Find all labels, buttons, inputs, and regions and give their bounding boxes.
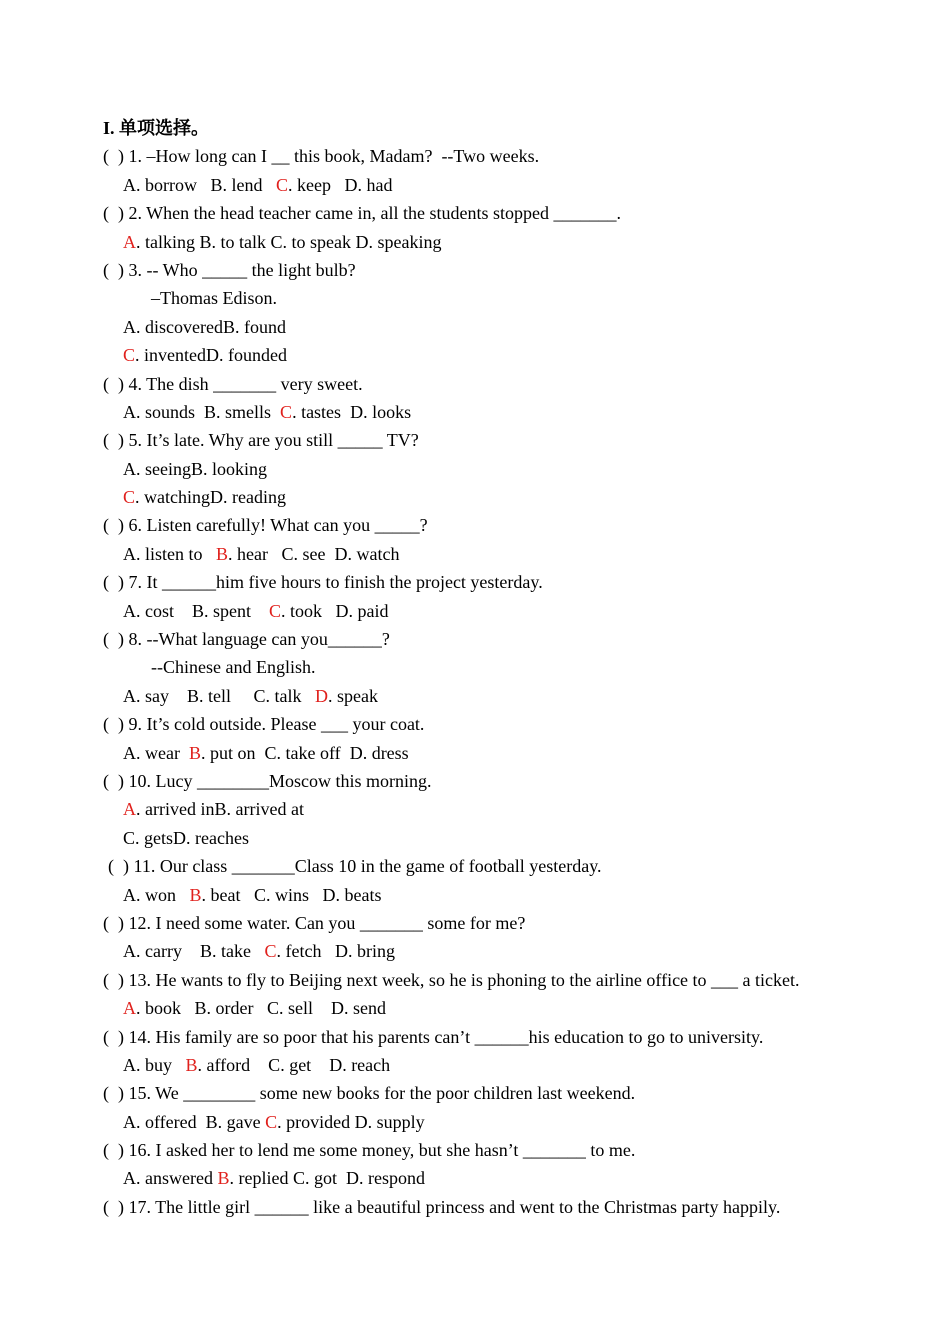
q9-option-d-letter: D xyxy=(349,742,363,763)
question-8-stem: ( ) 8. --What language can you______? xyxy=(103,629,390,650)
q2-option-c-letter: C xyxy=(270,231,283,252)
q2-option-a-letter: A xyxy=(123,231,136,252)
q15-option-d-letter: D xyxy=(354,1111,368,1132)
question-5-options-row-1 xyxy=(103,455,883,483)
q7-option-c-letter: C xyxy=(269,600,282,621)
q7-option-d-letter: D xyxy=(335,600,349,621)
q11-option-c-letter: C xyxy=(254,884,267,905)
question-14-options xyxy=(103,1051,883,1079)
q6-option-d-letter: D xyxy=(334,543,348,564)
q14-option-d-letter: D xyxy=(329,1054,343,1075)
q8-option-b-letter: B xyxy=(187,685,200,706)
q8-option-a-letter: A xyxy=(123,685,136,706)
q13-option-b: . order xyxy=(206,998,254,1019)
q1-option-d: . had xyxy=(357,174,393,195)
q11-option-a: . won xyxy=(136,884,176,905)
q7-option-a: . cost xyxy=(136,600,174,621)
question-1-options xyxy=(103,171,883,199)
q3-option-c: . invented xyxy=(135,345,206,366)
q1-option-d-letter: D xyxy=(344,174,358,195)
q11-option-b: . beat xyxy=(201,884,241,905)
q6-option-d: . watch xyxy=(347,543,400,564)
q10-option-b-letter: B xyxy=(214,799,227,820)
q4-option-d: . looks xyxy=(363,401,412,422)
q13-option-c-letter: C xyxy=(267,998,280,1019)
question-9-options xyxy=(103,739,883,767)
q8-option-c-letter: C xyxy=(253,685,266,706)
q4-option-a-letter: A xyxy=(123,401,136,422)
question-8-reply: --Chinese and English. xyxy=(151,657,316,678)
question-15-stem: ( ) 15. We ________ some new books for the poor children last weekend. xyxy=(103,1083,636,1104)
q2-option-d: . speaking xyxy=(368,231,442,252)
question-15-options xyxy=(103,1108,883,1136)
question-11-stem: ( ) 11. Our class _______Class 10 in the game of football yesterday. xyxy=(108,856,602,877)
question-3-stem: ( ) 3. -- Who _____ the light bulb? xyxy=(103,259,356,280)
q4-option-d-letter: D xyxy=(350,401,364,422)
q3-option-b: . found xyxy=(234,316,286,337)
question-1-stem: ( ) 1. –How long can I __ this book, Madam? --Two weeks. xyxy=(103,146,540,167)
q5-option-a-wrap xyxy=(123,459,191,479)
q11-option-b-letter: B xyxy=(189,884,202,905)
q14-option-a-letter: A xyxy=(123,1054,136,1075)
q5-option-d: . reading xyxy=(223,487,286,508)
q1-option-b-letter: B xyxy=(210,174,223,195)
q3-option-c-wrap xyxy=(123,345,206,365)
q3-option-b-letter: B xyxy=(222,316,235,337)
section-title: I. 单项选择。 xyxy=(103,118,210,138)
q16-option-c-letter: C xyxy=(292,1168,305,1189)
q16-option-b: . replied xyxy=(229,1168,289,1189)
q14-option-c-letter: C xyxy=(268,1054,281,1075)
q13-option-c: . sell xyxy=(279,998,314,1019)
question-6-options xyxy=(103,540,883,568)
q5-option-a-letter: A xyxy=(123,458,136,479)
question-3-options-row-1 xyxy=(103,313,883,341)
q3-option-a: . discovered xyxy=(136,316,223,337)
q6-option-b-letter: B xyxy=(216,543,229,564)
q6-option-a: . listen to xyxy=(136,543,203,564)
question-11-options xyxy=(103,881,883,909)
q8-option-c: . talk xyxy=(265,685,302,706)
q5-option-d-letter: D xyxy=(210,487,223,508)
q14-option-b-letter: B xyxy=(185,1054,198,1075)
question-12-stem: ( ) 12. I need some water. Can you _______ some for me? xyxy=(103,912,526,933)
q11-option-a-letter: A xyxy=(123,884,136,905)
q1-option-b: . lend xyxy=(222,174,263,195)
q9-option-b: . put on xyxy=(201,742,256,763)
q10-option-c-letter: C xyxy=(123,827,136,848)
question-7-stem: ( ) 7. It ______him five hours to finish the project yesterday. xyxy=(103,572,543,593)
q15-option-a: . offered xyxy=(136,1111,197,1132)
q15-option-b: . gave xyxy=(217,1111,261,1132)
q4-option-b-letter: B xyxy=(204,401,217,422)
q10-option-c-wrap xyxy=(123,828,173,848)
question-16-options xyxy=(103,1164,883,1192)
q6-option-a-letter: A xyxy=(123,543,136,564)
q15-option-b-letter: B xyxy=(205,1111,218,1132)
question-7-options xyxy=(103,597,883,625)
question-16-stem: ( ) 16. I asked her to lend me some money, but she hasn’t _______ to me. xyxy=(103,1140,636,1161)
q13-option-d-letter: D xyxy=(331,998,345,1019)
q6-option-b: . hear xyxy=(228,543,268,564)
q11-option-d-letter: D xyxy=(322,884,336,905)
q10-option-a-letter: A xyxy=(123,799,136,820)
q2-option-d-letter: D xyxy=(355,231,369,252)
q12-option-d: . bring xyxy=(347,941,395,962)
q12-option-b-letter: B xyxy=(199,941,212,962)
q6-option-c: . see xyxy=(293,543,326,564)
q12-option-c: . fetch xyxy=(276,941,322,962)
question-4-options xyxy=(103,398,883,426)
q15-option-a-letter: A xyxy=(123,1111,136,1132)
q3-option-a-letter: A xyxy=(123,316,136,337)
q3-option-d: . founded xyxy=(219,345,287,366)
q14-option-c: . get xyxy=(280,1054,312,1075)
q1-option-c-letter: C xyxy=(276,174,289,195)
q16-option-d-letter: D xyxy=(346,1168,359,1189)
question-10-options-row-2 xyxy=(103,824,883,852)
q12-option-a-letter: A xyxy=(123,941,136,962)
q11-option-d: . beats xyxy=(335,884,382,905)
q4-option-a: . sounds xyxy=(136,401,196,422)
q16-option-d: . respond xyxy=(359,1168,425,1189)
question-12-options xyxy=(103,937,883,965)
q8-option-d: . speak xyxy=(328,685,379,706)
question-5-stem: ( ) 5. It’s late. Why are you still _____ TV? xyxy=(103,430,419,451)
q9-option-b-letter: B xyxy=(188,742,201,763)
q9-option-a-letter: A xyxy=(123,742,136,763)
q6-option-c-letter: C xyxy=(281,543,294,564)
q5-option-c-wrap xyxy=(123,487,210,507)
q7-option-d: . paid xyxy=(348,600,389,621)
q14-option-d: . reach xyxy=(342,1054,391,1075)
q13-option-a-letter: A xyxy=(123,998,136,1019)
question-13-stem: ( ) 13. He wants to fly to Beijing next week, so he is phoning to the airline office to ___ a ticket. xyxy=(103,969,800,990)
question-13-options xyxy=(103,994,883,1022)
q15-option-c-letter: C xyxy=(265,1111,278,1132)
q12-option-a: . carry xyxy=(136,941,182,962)
exercise-page xyxy=(103,114,883,1221)
q13-option-b-letter: B xyxy=(194,998,207,1019)
question-3-reply: –Thomas Edison. xyxy=(151,288,277,309)
q2-option-b-letter: B xyxy=(199,231,212,252)
question-5-options-row-2 xyxy=(103,483,883,511)
q16-option-b-letter: B xyxy=(217,1168,230,1189)
question-4-stem: ( ) 4. The dish _______ very sweet. xyxy=(103,373,363,394)
q7-option-b: . spent xyxy=(204,600,252,621)
q12-option-b: . take xyxy=(211,941,251,962)
q8-option-b: . tell xyxy=(199,685,232,706)
q9-option-c: . take off xyxy=(276,742,341,763)
q2-option-c: . to speak xyxy=(282,231,352,252)
q16-option-c: . got xyxy=(304,1168,337,1189)
q14-option-a: . buy xyxy=(136,1054,172,1075)
question-17-stem: ( ) 17. The little girl ______ like a beautiful princess and went to the Christmas party happily. xyxy=(103,1196,781,1217)
question-14-stem: ( ) 14. His family are so poor that his parents can’t ______his education to go to university. xyxy=(103,1026,764,1047)
q3-option-a-wrap xyxy=(123,317,223,337)
q5-option-c-letter: C xyxy=(123,487,136,508)
question-6-stem: ( ) 6. Listen carefully! What can you _____? xyxy=(103,515,428,536)
q14-option-b: . afford xyxy=(197,1054,251,1075)
q1-option-c: . keep xyxy=(288,174,332,195)
question-3-options-row-2 xyxy=(103,341,883,369)
q10-option-a-wrap xyxy=(123,799,214,819)
q7-option-c: . took xyxy=(281,600,323,621)
q11-option-c: . wins xyxy=(266,884,310,905)
q4-option-b: . smells xyxy=(216,401,272,422)
q2-option-a: . talking xyxy=(136,231,195,252)
q15-option-d: . supply xyxy=(367,1111,425,1132)
q1-option-a: . borrow xyxy=(136,174,197,195)
q5-option-a: . seeing xyxy=(136,458,191,479)
question-10-stem: ( ) 10. Lucy ________Moscow this morning. xyxy=(103,770,432,791)
question-8-options xyxy=(103,682,883,710)
q10-option-d: . reaches xyxy=(186,827,249,848)
q4-option-c: . tastes xyxy=(292,401,342,422)
q15-option-c: . provided xyxy=(277,1111,351,1132)
q12-option-c-letter: C xyxy=(264,941,277,962)
q5-option-b-letter: B xyxy=(190,458,203,479)
question-2-stem: ( ) 2. When the head teacher came in, all the students stopped _______. xyxy=(103,203,622,224)
question-9-stem: ( ) 9. It’s cold outside. Please ___ your coat. xyxy=(103,714,425,735)
q5-option-c: . watching xyxy=(135,487,210,508)
q13-option-d: . send xyxy=(344,998,387,1019)
q8-option-d-letter: D xyxy=(315,685,329,706)
q7-option-a-letter: A xyxy=(123,600,136,621)
q10-option-d-letter: D xyxy=(173,827,187,848)
q8-option-a: . say xyxy=(136,685,169,706)
q16-option-a-letter: A xyxy=(123,1168,136,1189)
q9-option-c-letter: C xyxy=(264,742,277,763)
q3-option-c-letter: C xyxy=(123,345,136,366)
q13-option-a: . book xyxy=(136,998,181,1019)
q1-option-a-letter: A xyxy=(123,174,136,195)
q7-option-b-letter: B xyxy=(192,600,205,621)
q5-option-b: . looking xyxy=(203,458,268,479)
q3-option-d-letter: D xyxy=(206,345,219,366)
q9-option-a: . wear xyxy=(136,742,180,763)
question-10-options-row-1 xyxy=(103,795,883,823)
q4-option-c-letter: C xyxy=(280,401,293,422)
q10-option-a: . arrived in xyxy=(136,799,215,820)
q10-option-c: . gets xyxy=(135,827,174,848)
q16-option-a: . answered xyxy=(136,1168,213,1189)
q2-option-b: . to talk xyxy=(211,231,267,252)
question-2-options xyxy=(103,228,883,256)
q10-option-b: . arrived at xyxy=(226,799,304,820)
q12-option-d-letter: D xyxy=(334,941,348,962)
q9-option-d: . dress xyxy=(362,742,409,763)
